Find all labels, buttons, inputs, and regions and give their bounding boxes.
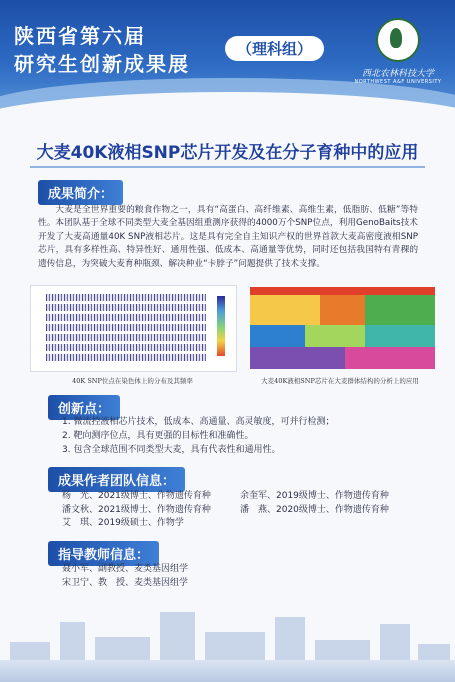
team-column-left	[62, 490, 247, 531]
header-banner	[0, 0, 455, 120]
university-name-en: NORTHWEST A&F UNIVERSITY	[354, 79, 442, 85]
structure-band	[320, 295, 365, 325]
chromosome-bar	[46, 334, 206, 341]
chromosome-bar	[46, 304, 206, 311]
university-logo	[350, 18, 446, 85]
team-member: 杨 光、2021级博士、作物遗传育种	[62, 491, 211, 501]
section-heading-intro: 成果简介：	[38, 180, 123, 205]
team-member: 潘文秋、2021级博士、作物遗传育种	[62, 504, 211, 515]
structure-band	[365, 295, 435, 325]
teacher-item: 聂小军、副教授、麦类基因组学	[62, 564, 189, 574]
figure-population-structure	[250, 287, 435, 369]
chromosome-bar	[46, 354, 206, 361]
innovation-item: 1. 微流控液相芯片技术，低成本、高通量、高灵敏度，可并行检测；	[62, 417, 335, 427]
chromosome-bar	[46, 324, 206, 331]
team-member: 艾 琪、2019级硕士、作物学	[62, 518, 184, 528]
exhibition-title-line1: 陕西省第六届	[14, 24, 146, 48]
project-title: 大麦40K液相SNP芯片开发及在分子育种中的应用	[36, 143, 419, 163]
innovation-list	[62, 416, 334, 457]
intro-paragraph: 大麦是全世界重要的粮食作物之一，具有“高蛋白、高纤维素、高维生素，低脂肪、低糖”等特性。本团队基于全球不同类型大麦全基因组重测序获得的4000万个SNP位点，利用GenoBaits技术开发了大麦高通量40K SNP液相芯片。这是具有完全自主知识产权的世界首款大麦高密度液相SNP芯片，具有多样性高、特异性好、通用性强、低成本、高通量等优势，同时还包括我国特有青稞的遗传信息，为突破大麦育种瓶颈、解决种业“卡脖子”问题提供了技术支撑。	[38, 205, 418, 269]
team-column-right	[240, 490, 430, 517]
figure2-caption: 大麦40K液相SNP芯片在大麦群体结构的分析上的应用	[261, 377, 419, 385]
structure-band	[250, 295, 320, 325]
teacher-list	[62, 563, 188, 590]
density-color-legend	[217, 296, 225, 356]
university-name-cn: 西北农林科技大学	[361, 69, 434, 79]
teacher-item: 宋卫宁、教 授、麦类基因组学	[62, 577, 189, 588]
chromosome-bar	[46, 294, 206, 301]
section-heading-team: 成果作者团队信息：	[48, 467, 185, 492]
structure-band	[365, 325, 435, 347]
structure-band	[305, 325, 365, 347]
section-heading-innovation: 创新点：	[48, 395, 120, 420]
exhibition-title-line2: 研究生创新成果展	[14, 52, 190, 76]
figure1-caption: 40K SNP位点在染色体上的分布及其频率	[72, 377, 193, 385]
title-divider	[30, 166, 425, 168]
structure-band	[250, 347, 345, 369]
innovation-item: 2. 靶向测序位点，具有更强的目标性和准确性。	[62, 430, 254, 441]
chromosome-bar	[46, 314, 206, 321]
structure-band	[250, 287, 435, 295]
ground-strip	[0, 660, 455, 682]
team-member: 潘 燕、2020级博士、作物遗传育种	[240, 504, 389, 515]
campus-illustration	[0, 590, 455, 682]
structure-band	[250, 325, 305, 347]
structure-band	[345, 347, 435, 369]
figure-snp-distribution	[30, 285, 237, 372]
section-heading-teachers: 指导教师信息：	[48, 541, 159, 566]
chromosome-bar	[46, 344, 206, 351]
team-member: 余奎军、2019级博士、作物遗传育种	[240, 491, 389, 501]
university-emblem-icon	[376, 18, 420, 62]
innovation-item: 3. 包含全球范围不同类型大麦，具有代表性和通用性。	[62, 444, 281, 455]
category-badge: （理科组）	[225, 36, 324, 61]
